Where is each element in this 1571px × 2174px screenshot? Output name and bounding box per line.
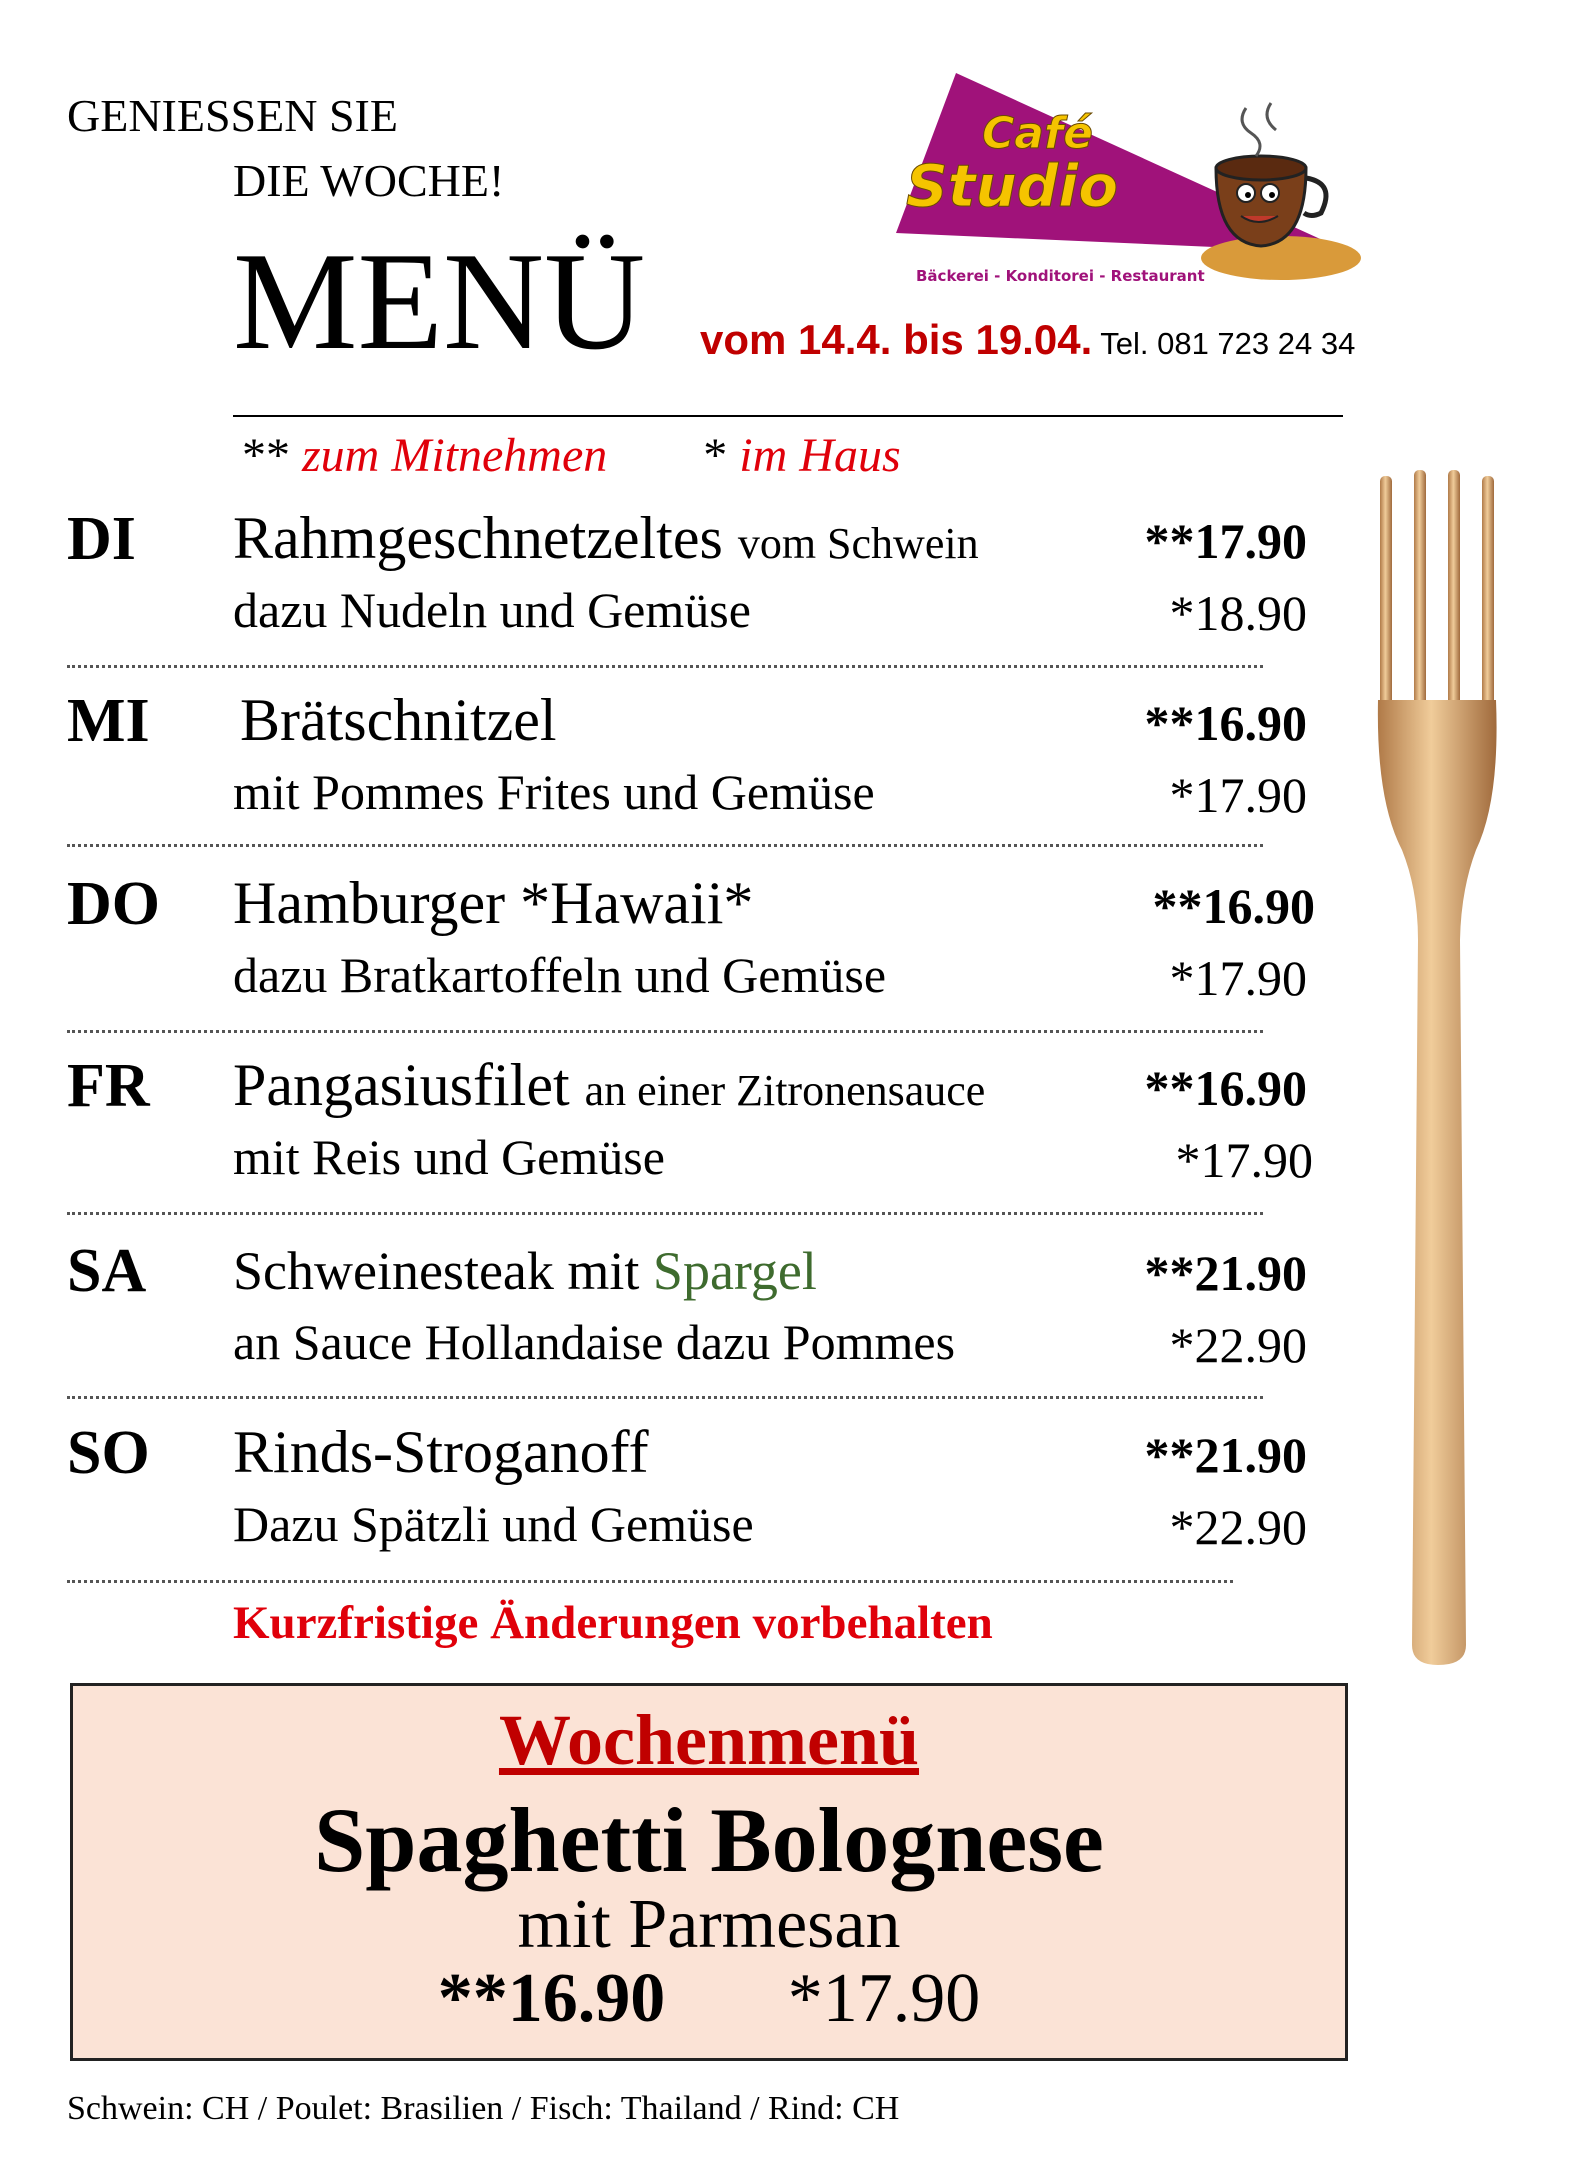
dish-name bbox=[233, 505, 979, 571]
dish-side: dazu Bratkartoffeln und Gemüse bbox=[233, 947, 887, 1003]
price-inhouse: *18.90 bbox=[1169, 585, 1307, 641]
weekly-sub: mit Parmesan bbox=[517, 1886, 901, 1963]
date-text: vom 14.4. bis 19.04. bbox=[700, 316, 1093, 363]
dish-side: an Sauce Hollandaise dazu Pommes bbox=[233, 1314, 956, 1370]
day-label: SO bbox=[67, 1419, 150, 1487]
dish-title: Brätschnitzel bbox=[240, 687, 557, 753]
day-label: MI bbox=[67, 687, 150, 755]
dish-title: Rahmgeschnetzeltes bbox=[233, 505, 723, 571]
dish-title: Rinds-Stroganoff bbox=[233, 1419, 649, 1485]
dish-title: Pangasiusfilet bbox=[233, 1052, 570, 1118]
weekly-menu-box bbox=[70, 1683, 1348, 2061]
day-label: DO bbox=[67, 870, 160, 938]
weekly-dish: Spaghetti Bolognese bbox=[314, 1789, 1104, 1891]
weekly-title: Wochenmenü bbox=[498, 1700, 920, 1780]
divider bbox=[67, 665, 1263, 668]
price-takeaway: **16.90 bbox=[1144, 695, 1307, 751]
dish-side: mit Pommes Frites und Gemüse bbox=[233, 764, 875, 820]
page-title: MENÜ bbox=[233, 224, 646, 379]
dish-side: dazu Nudeln und Gemüse bbox=[233, 582, 751, 638]
weekly-prices bbox=[73, 1960, 1345, 2037]
price-inhouse: *22.90 bbox=[1169, 1317, 1307, 1373]
logo-word-cafe: Café bbox=[982, 108, 1093, 159]
weekly-price-takeaway: **16.90 bbox=[437, 1960, 666, 2037]
price-inhouse: *17.90 bbox=[1169, 767, 1307, 823]
header-rule bbox=[233, 415, 1343, 417]
meat-origin: Schwein: CH / Poulet: Brasilien / Fisch: Thailand / Rind: CH bbox=[67, 2090, 900, 2127]
tagline-line2: DIE WOCHE! bbox=[233, 155, 505, 206]
inhouse-mark: * bbox=[703, 429, 728, 482]
cafe-studio-logo bbox=[886, 68, 1386, 292]
change-notice: Kurzfristige Änderungen vorbehalten bbox=[233, 1597, 993, 1649]
price-inhouse: *17.90 bbox=[1175, 1132, 1313, 1188]
divider bbox=[67, 844, 1263, 847]
price-takeaway: **16.90 bbox=[1152, 878, 1315, 934]
dish-name bbox=[233, 870, 754, 936]
dish-name bbox=[233, 1419, 649, 1485]
takeaway-mark: ** bbox=[242, 429, 290, 482]
day-label: SA bbox=[67, 1237, 147, 1305]
inhouse-label: im Haus bbox=[739, 429, 901, 482]
dish-note: vom Schwein bbox=[737, 519, 979, 568]
dish-name bbox=[240, 687, 557, 753]
dish-name bbox=[233, 1052, 986, 1118]
dish-title: Hamburger *Hawaii* bbox=[233, 870, 754, 936]
price-takeaway: **17.90 bbox=[1144, 513, 1307, 569]
price-takeaway: **16.90 bbox=[1144, 1060, 1307, 1116]
date-range bbox=[700, 316, 1355, 364]
weekly-price-inhouse: *17.90 bbox=[787, 1960, 981, 2037]
divider bbox=[67, 1212, 1263, 1215]
phone-number: Tel. 081 723 24 34 bbox=[1100, 326, 1356, 361]
tagline-line1: GENIESSEN SIE bbox=[67, 90, 398, 141]
divider bbox=[67, 1396, 1263, 1399]
logo-word-studio: Studio bbox=[906, 152, 1119, 220]
price-legend bbox=[242, 428, 901, 483]
dish-side: mit Reis und Gemüse bbox=[233, 1129, 665, 1185]
dish-title: Schweinesteak mit bbox=[233, 1241, 640, 1301]
price-takeaway: **21.90 bbox=[1144, 1245, 1307, 1301]
price-takeaway: **21.90 bbox=[1144, 1427, 1307, 1483]
coffee-cup-icon bbox=[1201, 103, 1361, 280]
divider bbox=[67, 1030, 1263, 1033]
day-label: DI bbox=[67, 505, 136, 573]
dish-highlight: Spargel bbox=[652, 1241, 817, 1301]
day-label: FR bbox=[67, 1052, 150, 1120]
dish-name bbox=[233, 1241, 817, 1301]
fork-icon bbox=[1366, 470, 1516, 1670]
dish-side: Dazu Spätzli und Gemüse bbox=[233, 1496, 754, 1552]
takeaway-label: zum Mitnehmen bbox=[302, 429, 608, 482]
price-inhouse: *17.90 bbox=[1169, 950, 1307, 1006]
price-inhouse: *22.90 bbox=[1169, 1499, 1307, 1555]
dish-note: an einer Zitronensauce bbox=[584, 1066, 986, 1115]
logo-tagline: Bäckerei - Konditorei - Restaurant bbox=[916, 267, 1205, 285]
divider bbox=[67, 1580, 1233, 1583]
